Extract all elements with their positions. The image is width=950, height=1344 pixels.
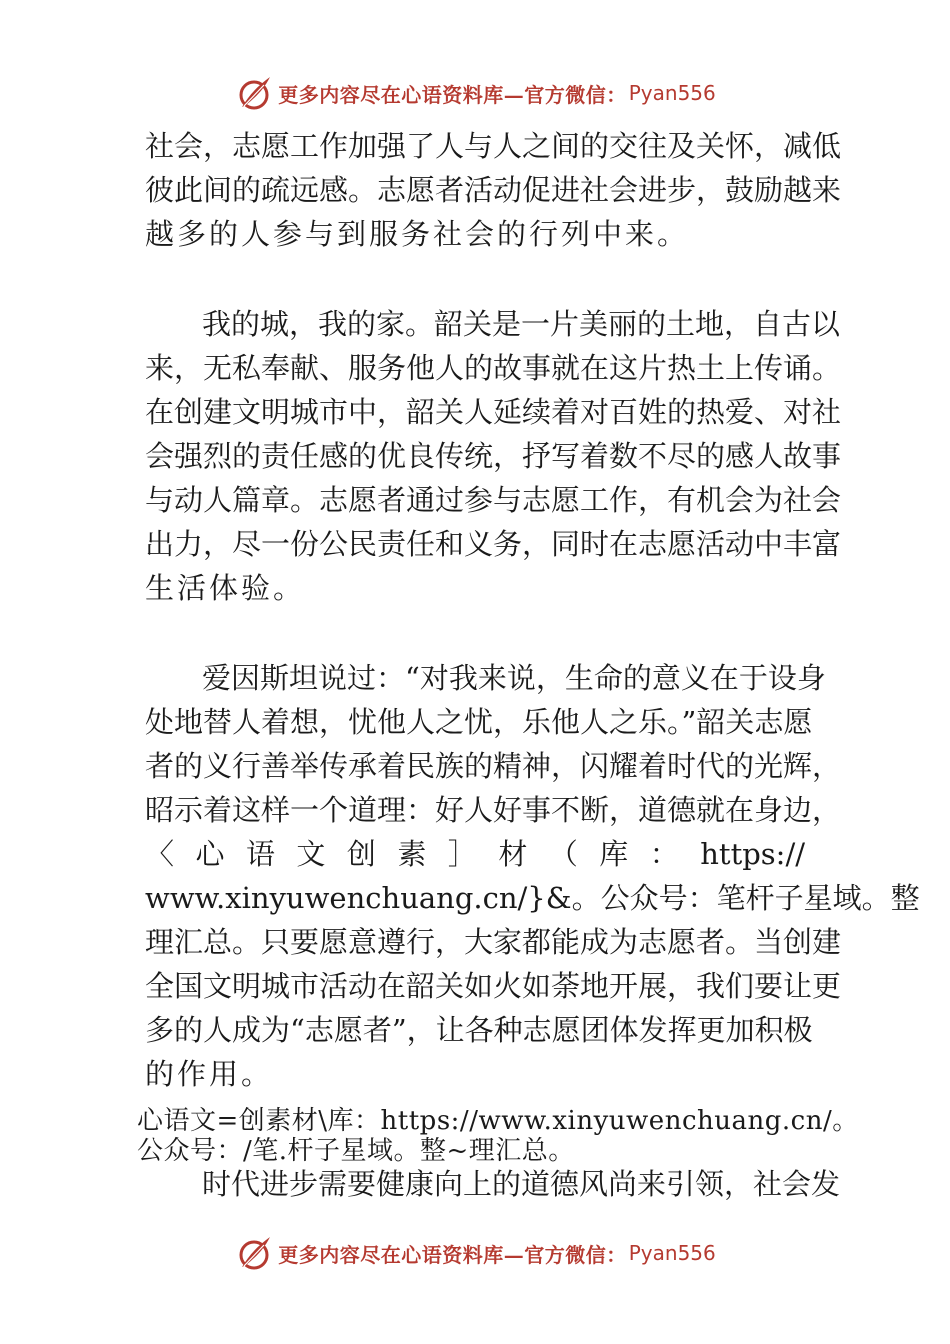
paragraph-line: www.xinyuwenchuang.cn/}&。公众号：笔杆子星域。整 (145, 881, 920, 915)
paragraph-line: 〈 心 语 文 创 素 ］ 材 （ 库 ： https:// (145, 837, 805, 871)
paragraph-line: 生活体验。 (145, 571, 306, 605)
paragraph-line: 与动人篇章。志愿者通过参与志愿工作，有机会为社会 (145, 483, 842, 517)
paragraph-line: 处地替人着想，忧他人之忧，乐他人之乐。”韶关志愿 (145, 705, 813, 739)
paragraph-line: 全国文明城市活动在韶关如火如荼地开展，我们要让更 (145, 969, 842, 1003)
source-note-line: 公众号：/笔.杆子星域。整~理汇总。 (137, 1136, 575, 1166)
paragraph-line: 彼此间的疏远感。志愿者活动促进社会进步，鼓励越来 (145, 173, 842, 207)
feather-quill-logo-icon (234, 73, 274, 113)
paragraph-line: 会强烈的责任感的优良传统，抒写着数不尽的感人故事 (145, 439, 842, 473)
paragraph-line: 社会，志愿工作加强了人与人之间的交往及关怀，减低 (145, 129, 842, 163)
header-banner (0, 68, 950, 118)
paragraph-line: 者的义行善举传承着民族的精神，闪耀着时代的光辉， (145, 749, 842, 783)
paragraph-line: 的作用。 (145, 1057, 274, 1091)
paragraph-line: 时代进步需要健康向上的道德风尚来引领，社会发 (202, 1167, 841, 1201)
paragraph-line: 出力，尽一份公民责任和义务，同时在志愿活动中丰富 (145, 527, 842, 561)
paragraph-line: 理汇总。只要愿意遵行，大家都能成为志愿者。当创建 (145, 925, 842, 959)
source-note-line: 心语文=创素材\库：https://www.xinyuwenchuang.cn/。 (137, 1106, 859, 1136)
paragraph-line: 来，无私奉献、服务他人的故事就在这片热土上传诵。 (145, 351, 842, 385)
feather-quill-logo-icon (234, 1233, 274, 1273)
paragraph-line: 在创建文明城市中，韶关人延续着对百姓的热爱、对社 (145, 395, 842, 429)
paragraph-line: 我的城，我的家。韶关是一片美丽的土地，自古以 (202, 307, 841, 341)
banner-wechat-id: Pyan556 (628, 81, 716, 105)
banner-text: 更多内容尽在心语资料库—官方微信： (278, 82, 627, 107)
banner-text: 更多内容尽在心语资料库—官方微信： (278, 1242, 627, 1267)
banner-wechat-id: Pyan556 (628, 1241, 716, 1265)
paragraph-line: 爱因斯坦说过：“对我来说，生命的意义在于设身 (202, 661, 826, 695)
footer-banner (0, 1228, 950, 1278)
paragraph-line: 昭示着这样一个道理：好人好事不断，道德就在身边， (145, 793, 842, 827)
paragraph-line: 越多的人参与到服务社会的行列中来。 (145, 217, 690, 251)
paragraph-line: 多的人成为“志愿者”，让各种志愿团体发挥更加积极 (145, 1013, 813, 1047)
